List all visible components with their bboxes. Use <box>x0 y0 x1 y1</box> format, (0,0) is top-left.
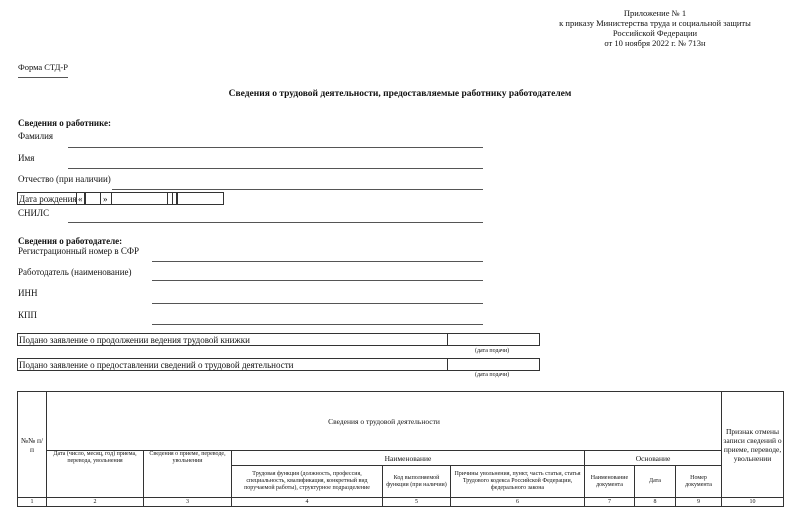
surname-label: Фамилия <box>18 131 54 141</box>
birth-year-field[interactable] <box>177 192 224 205</box>
surname-field[interactable] <box>68 147 483 148</box>
approval-line: от 10 ноября 2022 г. № 713н <box>604 38 706 48</box>
application-continue-date-caption: (дата подачи) <box>475 348 510 354</box>
column-number: 7 <box>585 498 635 507</box>
employer-name-label: Работодатель (наименование) <box>18 267 132 277</box>
birth-quote-close: » <box>103 194 108 204</box>
birth-day-field[interactable] <box>85 192 101 205</box>
column-number: 2 <box>47 498 144 507</box>
column-number: 5 <box>383 498 451 507</box>
application-continue-date-field[interactable] <box>447 333 540 346</box>
approval-line: Приложение № 1 <box>623 8 687 18</box>
form-label: Форма СТД-Р <box>18 62 68 72</box>
column-number: 8 <box>635 498 676 507</box>
column-number: 6 <box>451 498 585 507</box>
cancel-sign-header: Признак отмены записи сведений о приеме, переводе, увольнении <box>722 392 784 498</box>
name-field[interactable] <box>68 168 483 169</box>
basis-header: Основание <box>585 451 722 466</box>
patronymic-field[interactable] <box>112 189 483 190</box>
birth-month-field[interactable] <box>111 192 168 205</box>
snils-field[interactable] <box>68 222 483 223</box>
reason-col-header: Причины увольнения, пункт, часть статьи, статья Трудового кодекса Российской Федерации, федерального закона <box>451 466 585 498</box>
doc-number-header: Номер документа <box>676 466 722 498</box>
doc-name-header: Наименование документа <box>585 466 635 498</box>
birth-date-label: Дата рождения <box>19 194 77 204</box>
application-info-label: Подано заявление о предоставлении сведений о трудовой деятельности <box>19 360 294 370</box>
doc-date-header: Дата <box>635 466 676 498</box>
naming-header: Наименование <box>232 451 585 466</box>
inn-field[interactable] <box>152 303 483 304</box>
form-label-underline <box>18 77 68 78</box>
application-info-date-caption: (дата подачи) <box>475 372 510 378</box>
column-number: 9 <box>676 498 722 507</box>
application-info-date-field[interactable] <box>447 358 540 371</box>
birth-quote-open: « <box>78 194 83 204</box>
employer-name-field[interactable] <box>152 280 483 281</box>
application-continue-label: Подано заявление о продолжении ведения трудовой книжки <box>19 335 250 345</box>
column-number: 3 <box>144 498 232 507</box>
approval-line: Российской Федерации <box>612 28 698 38</box>
info-col-header: Сведения о приеме, переводе, увольнении <box>144 451 232 498</box>
employee-heading: Сведения о работнике: <box>18 118 112 128</box>
employer-heading: Сведения о работодателе: <box>18 236 123 246</box>
column-number: 4 <box>232 498 383 507</box>
activity-table <box>17 391 784 507</box>
reg-number-label: Регистрационный номер в СФР <box>18 246 140 256</box>
date-col-header: Дата (число, месяц, год) приема, перевода, увольнения <box>47 451 144 498</box>
function-col-header: Трудовая функция (должность, профессия, специальность, квалификация, конкретный вид поручаемой работы), структурное подразделение <box>232 466 383 498</box>
inn-label: ИНН <box>18 288 38 298</box>
approval-line: к приказу Министерства труда и социальной защиты <box>559 18 751 28</box>
column-number: 1 <box>18 498 47 507</box>
code-col-header: Код выполняемой функции (при наличии) <box>383 466 451 498</box>
kpp-field[interactable] <box>152 324 483 325</box>
document-title: Сведения о трудовой деятельности, предоставляемые работнику работодателем <box>228 89 572 99</box>
snils-label: СНИЛС <box>18 208 50 218</box>
reg-number-field[interactable] <box>152 261 483 262</box>
col-num-header: №№ п/п <box>18 392 47 498</box>
activity-header: Сведения о трудовой деятельности <box>47 392 722 451</box>
kpp-label: КПП <box>18 310 38 320</box>
approval-block <box>540 8 770 48</box>
column-number: 10 <box>722 498 784 507</box>
patronymic-label: Отчество (при наличии) <box>18 174 111 184</box>
name-label: Имя <box>18 153 35 163</box>
